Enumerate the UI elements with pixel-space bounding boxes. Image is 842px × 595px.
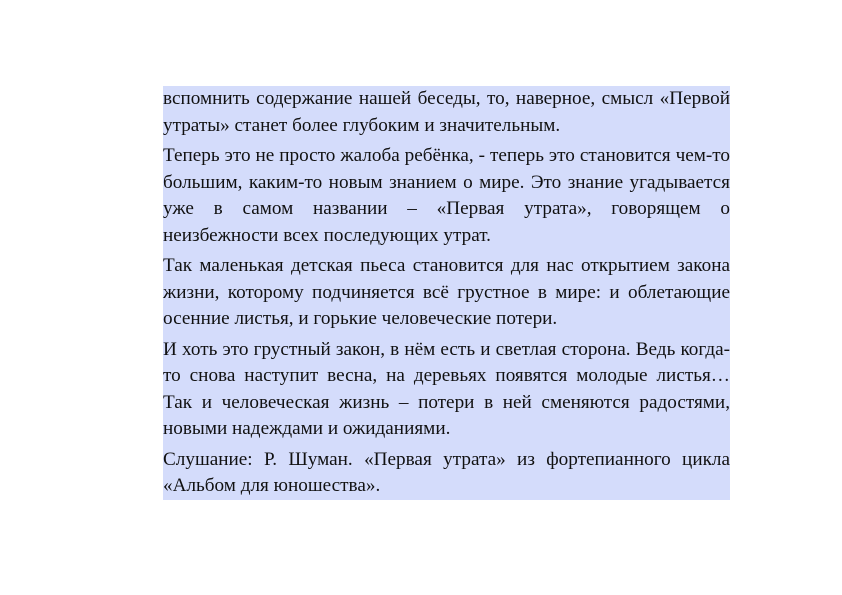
paragraph-3: Так маленькая детская пьеса становится для нас открытием закона жизни, которому подчиняется всё грустное в мире: и облетающие осенние листья, и горькие человеческие потери. <box>163 255 730 329</box>
paragraph-1: вспомнить содержание нашей беседы, то, наверное, смысл «Первой утраты» станет более глубоким и значительным. <box>163 88 730 136</box>
highlighted-text-block <box>163 86 730 500</box>
paragraph-5: Слушание: Р. Шуман. «Первая утрата» из фортепианного цикла «Альбом для юношества». <box>163 448 730 496</box>
paragraph-2: Теперь это не просто жалоба ребёнка, - теперь это становится чем-то большим, каким-то новым знанием о мире. Это знание угадывается уже в самом названии – «Первая утрата», говорящем о неизбежности всех последующих утрат. <box>163 145 730 246</box>
paragraph-4: И хоть это грустный закон, в нём есть и светлая сторона. Ведь когда-то снова наступит весна, на деревьях появятся молодые листья… Так и человеческая жизнь – потери в ней сменяются радостями, новыми надеждами и ожиданиями. <box>163 338 730 439</box>
